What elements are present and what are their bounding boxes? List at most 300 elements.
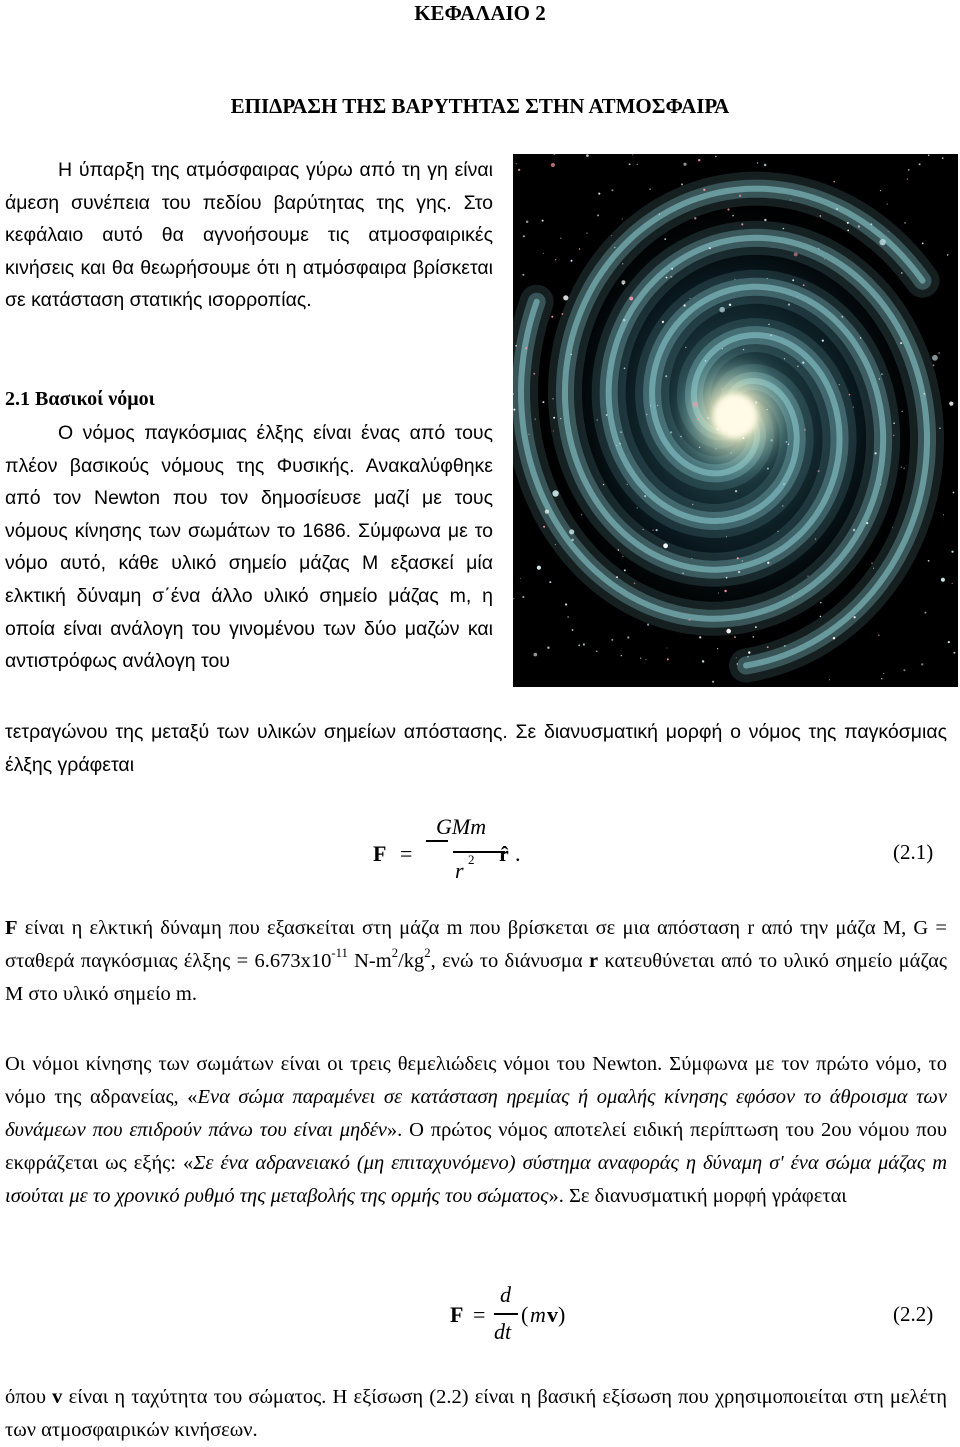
- eq2-numerator: d: [500, 1282, 511, 1307]
- galaxy-star: [932, 355, 938, 361]
- galaxy-star: [755, 626, 757, 628]
- galaxy-star: [581, 514, 582, 515]
- intro-paragraph: Η ύπαρξη της ατμόσφαιρας γύρω από τη γη είναι άμεση συνέπεια του πεδίου βαρύτητας της γης. Στο κεφάλαιο αυτό θα αγνοήσουμε τις ατμοσφαιρικές κινήσεις και θα θεωρήσουμε ότι η ατμόσφαιρα βρίσκεται σε κατάσταση στατικής ισορροπίας.: [5, 159, 493, 312]
- galaxy-star: [797, 296, 798, 297]
- v-symbol: v: [52, 1386, 63, 1408]
- galaxy-star: [624, 368, 626, 370]
- eq2-denominator: dt: [494, 1319, 512, 1344]
- galaxy-star: [622, 219, 623, 220]
- galaxy-star: [629, 297, 633, 301]
- section-heading: 2.1 Βασικοί νόμοι: [5, 388, 155, 410]
- galaxy-star: [729, 304, 731, 306]
- force-symbol: F: [5, 917, 18, 939]
- galaxy-star: [921, 663, 923, 665]
- galaxy-star: [942, 157, 944, 159]
- galaxy-star: [919, 163, 921, 165]
- newton-text-1: Οι νόμοι κίνησης των σωμάτων είναι οι τρεις θεμελιώδεις νόμοι του Newton. Σύμφωνα με τον πρώτο νόμο, το νόμο της αδρανείας, «: [5, 1053, 947, 1108]
- galaxy-star: [767, 562, 769, 564]
- galaxy-star: [741, 223, 743, 225]
- galaxy-star: [534, 653, 538, 657]
- gravitation-continuation-text: τετραγώνου της μεταξύ των υλικών σημείων απόστασης. Σε διανυσματική μορφή ο νόμος της παγκόσμιας έλξης γράφεται: [5, 721, 947, 776]
- galaxy-star: [900, 342, 902, 344]
- galaxy-star: [616, 445, 617, 446]
- galaxy-star: [819, 215, 821, 217]
- galaxy-star: [742, 437, 744, 439]
- galaxy-star: [619, 443, 621, 445]
- galaxy-star: [611, 189, 613, 191]
- chapter-heading: ΚΕΦΑΛΑΙΟ 2: [414, 1, 546, 25]
- galaxy-star: [535, 418, 536, 419]
- galaxy-star: [815, 538, 817, 540]
- galaxy-star: [537, 566, 541, 570]
- galaxy-star: [526, 221, 528, 223]
- galaxy-star: [829, 679, 830, 680]
- galaxy-star: [702, 660, 704, 662]
- galaxy-star: [738, 571, 740, 573]
- galaxy-star: [901, 467, 902, 468]
- galaxy-star: [880, 484, 881, 485]
- galaxy-star: [818, 470, 820, 472]
- galaxy-star: [543, 526, 545, 528]
- galaxy-star: [717, 648, 718, 649]
- galaxy-star: [666, 277, 668, 279]
- exponent-g: -11: [331, 945, 348, 960]
- galaxy-star: [880, 190, 881, 191]
- galaxy-star: [847, 230, 849, 232]
- galaxy-star: [621, 280, 625, 284]
- galaxy-star: [627, 484, 628, 485]
- galaxy-star: [692, 504, 693, 505]
- galaxy-star: [904, 222, 905, 223]
- velocity-paragraph: [5, 1381, 947, 1447]
- galaxy-star: [518, 169, 520, 171]
- equation-2-1-number: (2.1): [893, 840, 934, 864]
- galaxy-star: [887, 204, 888, 205]
- galaxy-star: [637, 507, 638, 508]
- galaxy-star: [841, 316, 843, 318]
- galaxy-star: [650, 405, 651, 406]
- galaxy-star: [903, 669, 905, 671]
- eq2-fraction-bar: [494, 1313, 518, 1315]
- galaxy-star: [767, 468, 769, 470]
- newton-laws-text: [5, 1048, 947, 1213]
- galaxy-star: [902, 411, 903, 412]
- galaxy-star: [783, 483, 785, 485]
- galaxy-star: [560, 238, 561, 239]
- galaxy-star: [643, 529, 644, 530]
- galaxy-star: [712, 681, 714, 683]
- galaxy-star: [726, 577, 728, 579]
- eq2-open-paren: (: [521, 1302, 529, 1327]
- galaxy-star: [788, 444, 789, 445]
- galaxy-star: [715, 156, 716, 157]
- galaxy-star: [667, 658, 669, 660]
- galaxy-star: [571, 260, 573, 262]
- galaxy-star: [883, 673, 884, 674]
- galaxy-star: [670, 431, 672, 433]
- galaxy-star: [691, 558, 692, 559]
- galaxy-star: [622, 556, 623, 557]
- galaxy-star: [555, 544, 556, 545]
- galaxy-star: [637, 164, 638, 165]
- galaxy-star: [649, 188, 651, 190]
- galaxy-star: [572, 629, 574, 631]
- galaxy-star: [552, 490, 558, 496]
- galaxy-star: [555, 259, 556, 260]
- galaxy-star: [513, 409, 515, 411]
- galaxy-star: [571, 354, 573, 356]
- galaxy-star: [680, 436, 681, 437]
- force-text-4: , ενώ το διάνυσμα: [430, 950, 589, 972]
- galaxy-star: [939, 427, 941, 429]
- newton-laws: [5, 1048, 947, 1213]
- galaxy-star: [928, 560, 930, 562]
- galaxy-star: [938, 352, 940, 354]
- force-definition: [5, 912, 947, 1011]
- eq1-exponent: 2: [468, 852, 475, 867]
- galaxy-star: [888, 231, 889, 232]
- galaxy-star: [657, 405, 658, 406]
- galaxy-star: [516, 163, 517, 164]
- galaxy-star: [542, 220, 544, 222]
- galaxy-star: [681, 183, 683, 185]
- galaxy-star: [782, 505, 784, 507]
- galaxy-illustration: [513, 154, 958, 687]
- galaxy-star: [853, 529, 856, 532]
- gravitation-continuation: [5, 716, 947, 781]
- galaxy-star: [707, 417, 709, 419]
- galaxy-star: [792, 596, 793, 597]
- galaxy-star: [597, 214, 599, 216]
- galaxy-star: [683, 163, 686, 166]
- second-law-quote: Σε ένα αδρανειακό (μη επιταχυνόμενο) σύστημα αναφοράς η δύναμη σ' ένα σώμα μάζας m ισούται με το χρονικό ρυθμό της μεταβολής της ορμής του σώματος: [5, 1152, 948, 1207]
- galaxy-star: [833, 181, 835, 183]
- galaxy-star: [543, 253, 544, 254]
- galaxy-star: [824, 258, 825, 259]
- galaxy-star: [853, 407, 854, 408]
- galaxy-star: [949, 402, 953, 406]
- galaxy-star: [736, 657, 737, 658]
- galaxy-star: [547, 647, 549, 649]
- galaxy-star: [871, 223, 873, 225]
- chapter-title: ΕΠΙΔΡΑΣΗ ΤΗΣ ΒΑΡΥΤΗΤΑΣ ΣΤΗΝ ΑΤΜΟΣΦΑΙΡΑ: [230, 94, 730, 118]
- eq1-unit-vector: r̂: [499, 841, 509, 866]
- galaxy-star: [606, 414, 608, 416]
- exponent-m: 2: [391, 945, 399, 960]
- galaxy-star: [742, 560, 743, 561]
- galaxy-star: [513, 598, 514, 599]
- galaxy-star: [871, 562, 873, 564]
- galaxy-star: [737, 557, 739, 559]
- galaxy-star: [665, 375, 667, 377]
- galaxy-star: [901, 272, 902, 273]
- eq2-force-symbol: F: [450, 1302, 464, 1327]
- galaxy-star: [646, 414, 647, 415]
- galaxy-star: [903, 468, 904, 469]
- galaxy-star: [794, 252, 798, 256]
- galaxy-star: [603, 484, 604, 485]
- galaxy-star: [777, 531, 778, 532]
- galaxy-star: [804, 429, 806, 431]
- galaxy-star: [560, 418, 561, 419]
- galaxy-star: [753, 636, 755, 638]
- galaxy-star: [953, 652, 955, 654]
- galaxy-star: [767, 278, 768, 279]
- galaxy-star: [878, 634, 880, 636]
- galaxy-star: [952, 583, 953, 584]
- galaxy-star: [684, 304, 686, 306]
- section-block: [5, 383, 493, 678]
- first-law-quote: Ενα σώμα παραμένει σε κατάσταση ηρεμίας ή ομαλής κίνησης εφόσον το άθροισμα των δυνάμεων που επιδρούν πάνω του είναι μηδέν: [5, 1086, 947, 1141]
- galaxy-star: [685, 347, 686, 348]
- galaxy-star: [858, 225, 860, 227]
- galaxy-star: [724, 590, 726, 592]
- galaxy-star: [515, 345, 517, 347]
- galaxy-star: [947, 254, 948, 255]
- galaxy-star: [549, 581, 551, 583]
- force-text-3: /kg: [398, 950, 425, 972]
- galaxy-star: [922, 243, 924, 245]
- eq2-mass: m: [530, 1302, 546, 1327]
- galaxy-star: [767, 409, 768, 410]
- galaxy-star: [924, 393, 926, 395]
- galaxy-star: [734, 279, 735, 280]
- galaxy-star: [634, 582, 636, 584]
- galaxy-star: [616, 576, 618, 578]
- galaxy-star: [849, 394, 851, 396]
- galaxy-star: [583, 643, 585, 645]
- galaxy-star: [721, 388, 722, 389]
- galaxy-star: [553, 431, 554, 432]
- force-definition-text: [5, 912, 947, 1011]
- galaxy-star: [586, 232, 587, 233]
- force-text-1: είναι η ελκτική δύναμη που εξασκείται στη μάζα m που βρίσκεται σε μια απόσταση r από την μάζα M, G = σταθερά παγκόσμιας έλξης = 6.673x10: [5, 917, 947, 972]
- galaxy-star: [614, 247, 615, 248]
- galaxy-star: [822, 340, 824, 342]
- galaxy-star: [860, 337, 862, 339]
- galaxy-star: [715, 448, 716, 449]
- eq2-close-paren: ): [558, 1302, 566, 1327]
- galaxy-star: [873, 568, 874, 569]
- eq1-equals: =: [400, 841, 413, 866]
- galaxy-star: [881, 678, 882, 679]
- equation-2-1: [373, 814, 573, 894]
- galaxy-star: [717, 428, 719, 430]
- galaxy-star: [719, 307, 725, 313]
- galaxy-star: [722, 348, 723, 349]
- galaxy-star: [586, 154, 589, 157]
- galaxy-star: [598, 193, 600, 195]
- galaxy-star: [709, 247, 711, 249]
- galaxy-star: [735, 490, 737, 492]
- galaxy-star: [663, 543, 668, 548]
- galaxy-star: [948, 641, 950, 643]
- eq1-denominator: r: [455, 858, 464, 883]
- galaxy-star: [953, 492, 955, 494]
- galaxy-star: [820, 616, 822, 618]
- galaxy-star: [703, 189, 705, 191]
- galaxy-star: [875, 452, 877, 454]
- galaxy-star: [565, 603, 567, 605]
- galaxy-star: [670, 276, 672, 278]
- galaxy-star: [645, 659, 646, 660]
- galaxy-star: [659, 214, 660, 215]
- galaxy-star: [644, 495, 646, 497]
- galaxy-star: [647, 624, 649, 626]
- force-text-5: κατευθύνεται από το υλικό σημείο μάζας M στο υλικό σημείο m.: [5, 950, 947, 1005]
- galaxy-star: [908, 169, 910, 171]
- galaxy-star: [797, 366, 798, 367]
- galaxy-star: [664, 238, 666, 240]
- galaxy-star: [569, 529, 574, 534]
- galaxy-star: [764, 219, 766, 221]
- r-vector-symbol: r: [588, 950, 599, 972]
- galaxy-star: [941, 578, 945, 582]
- gravitation-paragraph: Ο νόμος παγκόσμιας έλξης είναι ένας από τους πλέον βασικούς νόμους της Φυσικής. Ανακαλύφθηκε από τον Newton που τον δημοσίευσε μαζί με τους νόμους κίνησης των σωμάτων το 1686. Σύμφωνα με το νόμο αυτό, κάθε υλικό σημείο μάζας M εξασκεί μία ελκτική δύναμη σ΄ένα άλλο υλικό σημείο μάζας m, η οποία είναι ανάλογη του γινομένου των δύο μαζών και αντιστρόφως ανάλογη του: [5, 422, 493, 673]
- galaxy-star: [943, 514, 944, 515]
- galaxy-star: [836, 208, 838, 210]
- galaxy-star: [688, 619, 690, 621]
- galaxy-star: [784, 358, 785, 359]
- galaxy-star: [739, 195, 741, 197]
- galaxy-star: [525, 347, 527, 349]
- galaxy-star: [928, 155, 929, 156]
- galaxy-star: [699, 447, 700, 448]
- galaxy-star: [620, 432, 621, 433]
- galaxy-star: [622, 263, 623, 264]
- galaxy-star: [820, 602, 822, 604]
- galaxy-star: [561, 313, 563, 315]
- galaxy-star: [690, 298, 691, 299]
- galaxy-star: [726, 629, 731, 634]
- galaxy-star: [734, 636, 736, 638]
- galaxy-star: [579, 248, 580, 249]
- galaxy-star: [578, 644, 580, 646]
- equation-2-2: [450, 1282, 650, 1354]
- galaxy-star: [748, 651, 750, 653]
- galaxy-star: [783, 228, 785, 230]
- galaxy-star: [632, 154, 633, 155]
- galaxy-star: [597, 419, 598, 420]
- galaxy-star: [737, 663, 738, 664]
- galaxy-star: [627, 636, 629, 638]
- velocity-text-1: όπου: [5, 1386, 53, 1408]
- galaxy-star: [792, 279, 794, 281]
- eq1-fraction-bar: [453, 851, 505, 853]
- galaxy-star: [618, 549, 619, 550]
- galaxy-star: [652, 530, 653, 531]
- galaxy-star: [731, 452, 732, 453]
- galaxy-star: [784, 645, 786, 647]
- galaxy-star: [755, 401, 757, 403]
- galaxy-star: [567, 616, 568, 617]
- galaxy-star: [693, 402, 699, 408]
- exponent-kg: 2: [424, 945, 431, 960]
- galaxy-star: [698, 159, 700, 161]
- galaxy-star: [767, 646, 769, 648]
- eq1-period: .: [515, 841, 521, 866]
- newton-text-2: ». Ο πρώτος νόμος αποτελεί ειδική περίπτωση του 2ου νόμου που εκφράζεται ως εξής: «: [5, 1119, 947, 1174]
- galaxy-star: [786, 441, 788, 443]
- eq1-force-symbol: F: [373, 841, 387, 866]
- eq1-minus-sign: [426, 840, 448, 842]
- galaxy-star: [563, 295, 568, 300]
- galaxy-star: [529, 434, 530, 435]
- galaxy-star: [551, 163, 555, 167]
- galaxy-star: [771, 439, 773, 441]
- galaxy-star: [892, 527, 893, 528]
- galaxy-star: [621, 655, 622, 656]
- galaxy-star: [662, 321, 664, 323]
- galaxy-star: [757, 162, 759, 164]
- galaxy-star: [551, 316, 553, 318]
- galaxy-star: [705, 360, 706, 361]
- spiral-galaxy-image: [513, 154, 958, 687]
- galaxy-star: [523, 235, 525, 237]
- galaxy-star: [656, 529, 658, 531]
- galaxy-star: [611, 235, 612, 236]
- galaxy-star: [881, 373, 883, 375]
- galaxy-star: [893, 435, 894, 436]
- galaxy-star: [768, 324, 769, 325]
- galaxy-star: [726, 536, 727, 537]
- galaxy-star: [854, 616, 856, 618]
- galaxy-star: [623, 319, 626, 322]
- galaxy-star: [839, 384, 840, 385]
- galaxy-star: [747, 656, 749, 658]
- galaxy-star: [893, 422, 895, 424]
- galaxy-star: [682, 573, 683, 574]
- galaxy-star: [727, 208, 729, 210]
- galaxy-star: [611, 639, 613, 641]
- eq1-numerator: GMm: [436, 814, 487, 839]
- galaxy-star: [770, 334, 772, 336]
- galaxy-star: [718, 593, 719, 594]
- velocity-text-2: είναι η ταχύτητα του σώματος. Η εξίσωση (2.2) είναι η βασική εξίσωση που χρησιμοποιείται στη μελέτη των ατμοσφαιρικών κινήσεων.: [5, 1386, 948, 1441]
- galaxy-star: [743, 349, 744, 350]
- galaxy-star: [788, 304, 790, 306]
- force-text-2: N-m: [347, 950, 392, 972]
- galaxy-star: [666, 648, 667, 649]
- galaxy-star: [522, 274, 524, 276]
- galaxy-star: [699, 636, 701, 638]
- galaxy-star: [571, 539, 574, 542]
- galaxy-star: [596, 651, 598, 653]
- galaxy-star: [624, 569, 626, 571]
- galaxy-star: [694, 217, 696, 219]
- galaxy-star: [553, 417, 555, 419]
- galaxy-star: [764, 164, 767, 167]
- galaxy-star: [879, 378, 880, 379]
- galaxy-star: [790, 199, 791, 200]
- galaxy-star: [697, 418, 699, 420]
- galaxy-star: [520, 578, 521, 579]
- galaxy-star: [552, 398, 553, 399]
- eq2-equals: =: [473, 1302, 486, 1327]
- galaxy-star: [847, 222, 849, 224]
- galaxy-star: [933, 364, 935, 366]
- galaxy-star: [951, 551, 953, 553]
- galaxy-star: [732, 215, 734, 217]
- galaxy-star: [879, 239, 885, 245]
- galaxy-star: [924, 612, 926, 614]
- galaxy-star: [545, 510, 549, 514]
- galaxy-star: [542, 401, 544, 403]
- galaxy-star: [907, 178, 908, 179]
- galaxy-star: [866, 522, 868, 524]
- galaxy-star: [803, 284, 805, 286]
- equation-2-2-number: (2.2): [893, 1302, 934, 1326]
